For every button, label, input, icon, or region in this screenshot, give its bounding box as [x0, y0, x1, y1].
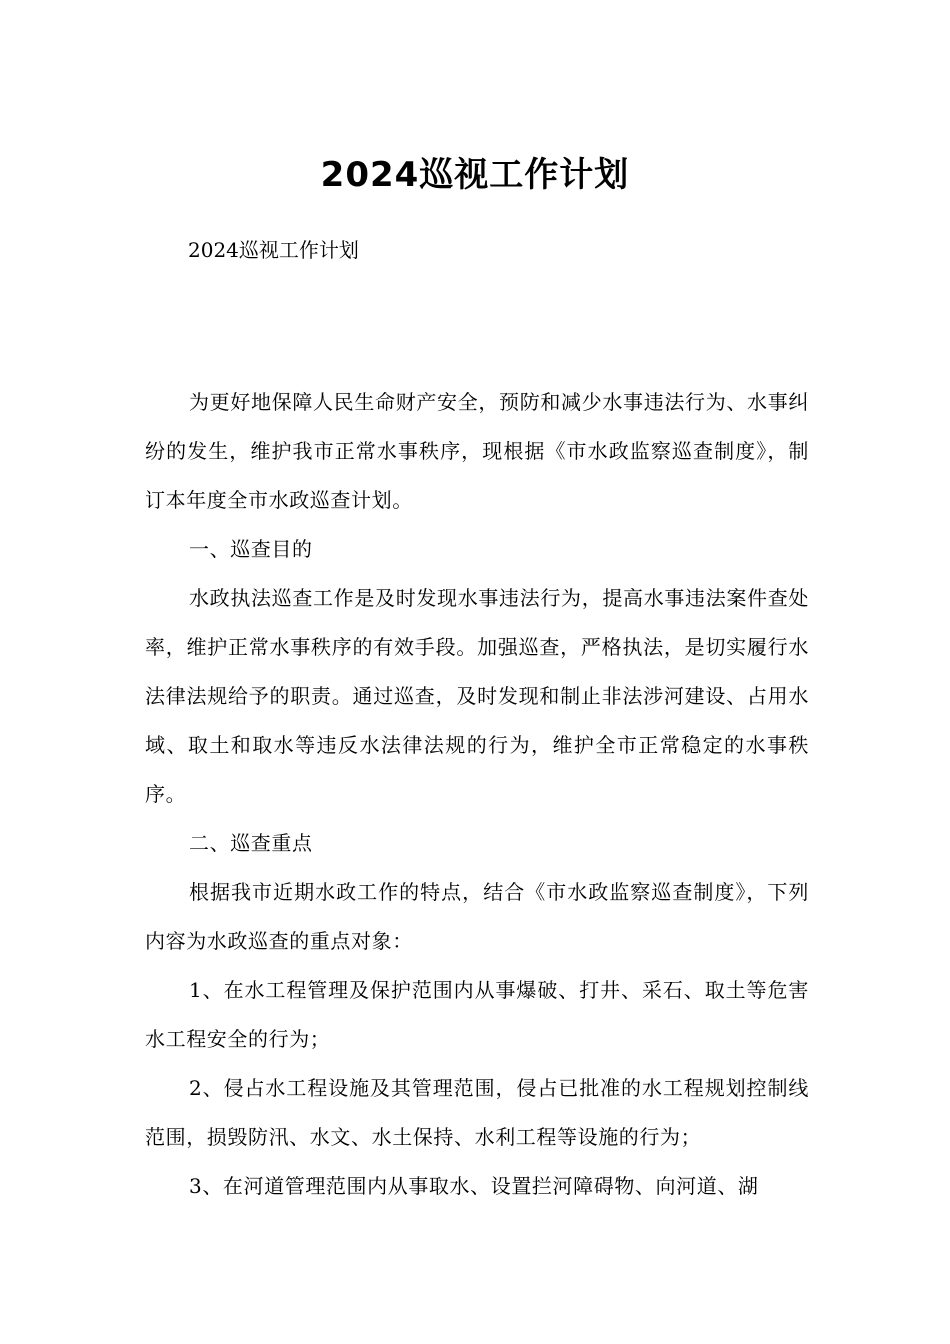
- document-subtitle: 2024巡视工作计划: [188, 238, 359, 262]
- section-heading-purpose: 一、巡查目的: [189, 537, 313, 561]
- section-heading-focus: 二、巡查重点: [189, 831, 313, 855]
- list-item-1: 1、在水工程管理及保护范围内从事爆破、打井、采石、取土等危害水工程安全的行为；: [145, 978, 809, 1051]
- paragraph-focus: 根据我市近期水政工作的特点，结合《市水政监察巡查制度》，下列内容为水政巡查的重点对象：: [145, 880, 809, 953]
- paragraph-intro: 为更好地保障人民生命财产安全，预防和减少水事违法行为、水事纠纷的发生，维护我市正常水事秩序，现根据《市水政监察巡查制度》，制订本年度全市水政巡查计划。: [145, 390, 809, 512]
- list-item-2: 2、侵占水工程设施及其管理范围，侵占已批准的水工程规划控制线范围，损毁防汛、水文、水土保持、水利工程等设施的行为；: [145, 1076, 809, 1149]
- paragraph-purpose: 水政执法巡查工作是及时发现水事违法行为，提高水事违法案件查处率，维护正常水事秩序的有效手段。加强巡查，严格执法，是切实履行水法律法规给予的职责。通过巡查，及时发现和制止非法涉河建设、占用水域、取土和取水等违反水法律法规的行为，维护全市正常稳定的水事秩序。: [145, 586, 809, 806]
- document-title: 2024巡视工作计划: [320, 154, 630, 195]
- list-item-3: 3、在河道管理范围内从事取水、设置拦河障碍物、向河道、湖: [189, 1174, 759, 1198]
- document-body: [145, 378, 809, 1211]
